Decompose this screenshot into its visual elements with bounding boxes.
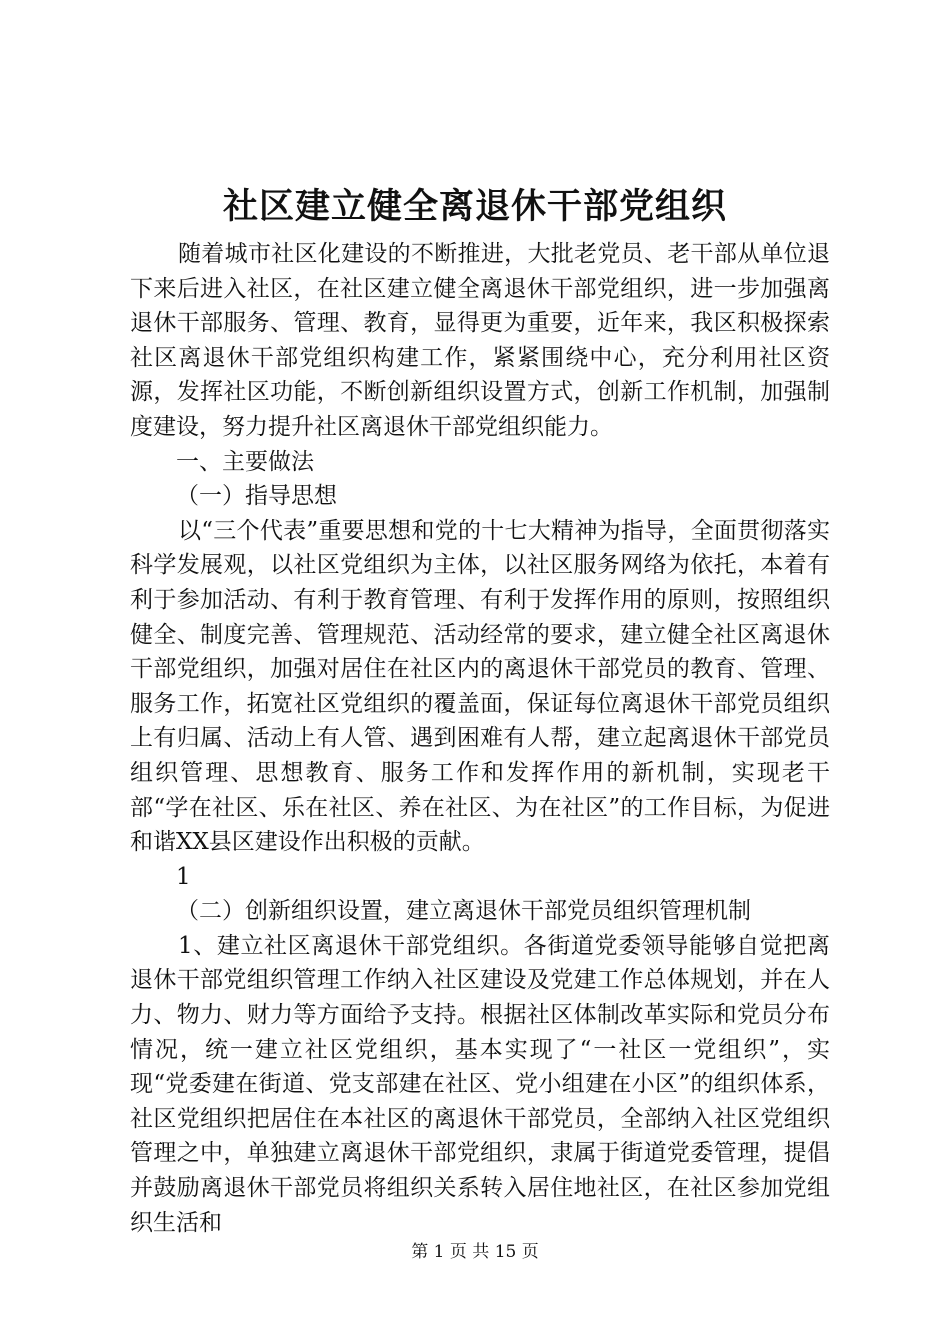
subsection-heading-organization: （二）创新组织设置，建立离退休干部党员组织管理机制 xyxy=(176,898,751,925)
page-footer: 第 1 页 共 15 页 xyxy=(411,1242,539,1262)
organization-paragraph: 1、建立社区离退休干部党组织。各街道党委领导能够自觉把离退休干部党组织管理工作纳入社区建设及党建工作总体规划，并在人力、物力、财力等方面给予支持。根据社区体制改革实际和党员分布情况，统一建立社区党组织，基本实现了“一社区一党组织”，实现“党委建在街道、党支部建在社区、党小组建在小区”的组织体系，社区党组织把居住在本社区的离退休干部党员，全部纳入社区党组织管理之中，单独建立离退休干部党组织，隶属于街道党委管理，提倡并鼓励离退休干部党员将组织关系转入居住地社区，在社区参加党组织生活和 xyxy=(130,932,830,1236)
section-heading-main-practices: 一、主要做法 xyxy=(176,448,314,475)
page-marker: 1 xyxy=(176,863,191,890)
guiding-ideology-paragraph: 以“三个代表”重要思想和党的十七大精神为指导，全面贯彻落实科学发展观，以社区党组织为主体，以社区服务网络为依托，本着有利于参加活动、有利于教育管理、有利于发挥作用的原则，按照组织健全、制度完善、管理规范、活动经常的要求，建立健全社区离退休干部党组织，加强对居住在社区内的离退休干部党员的教育、管理、服务工作，拓宽社区党组织的覆盖面，保证每位离退休干部党员组织上有归属、活动上有人管、遇到困难有人帮，建立起离退休干部党员组织管理、思想教育、服务工作和发挥作用的新机制，实现老干部“学在社区、乐在社区、养在社区、为在社区”的工作目标，为促进和谐XX县区建设作出积极的贡献。 xyxy=(130,517,830,856)
subsection-heading-guiding-ideology: （一）指导思想 xyxy=(176,483,337,510)
document-title: 社区建立健全离退休干部党组织 xyxy=(222,186,727,227)
document-body xyxy=(130,237,830,1240)
intro-paragraph: 随着城市社区化建设的不断推进，大批老党员、老干部从单位退下来后进入社区，在社区建立健全离退休干部党组织，进一步加强离退休干部服务、管理、教育，显得更为重要，近年来，我区积极探索社区离退休干部党组织构建工作，紧紧围绕中心，充分利用社区资源，发挥社区功能，不断创新组织设置方式，创新工作机制，加强制度建设，努力提升社区离退休干部党组织能力。 xyxy=(130,241,830,440)
